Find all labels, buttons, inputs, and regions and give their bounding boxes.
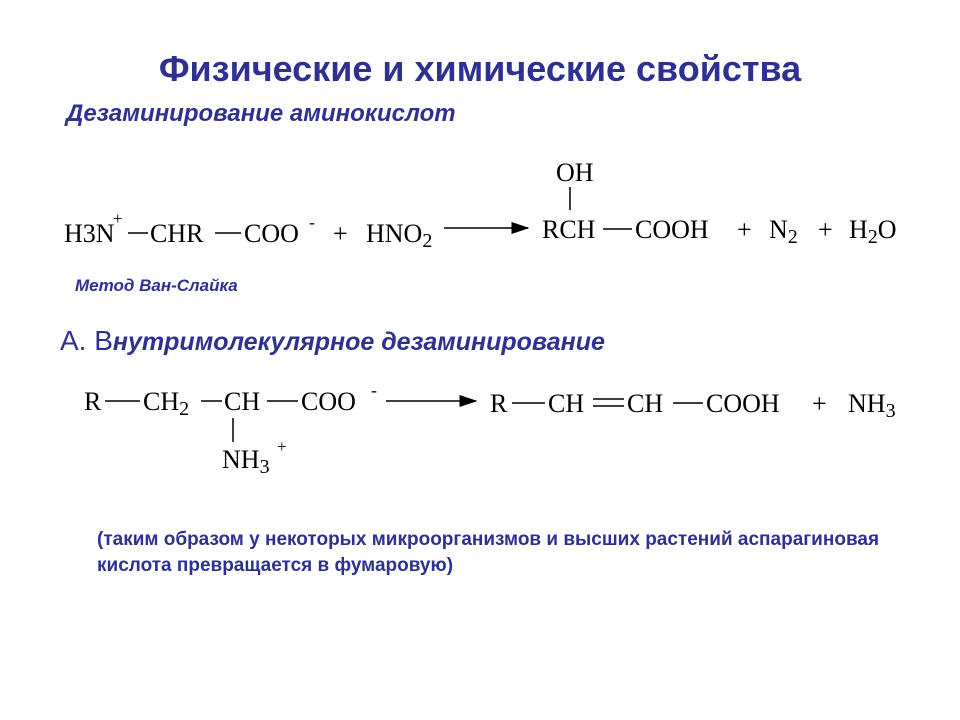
r2-p-ch2: CH — [627, 389, 664, 418]
r1-hno2 — [366, 219, 432, 252]
reaction-1 — [64, 158, 897, 252]
r1-h3n: H3N — [64, 219, 115, 248]
method-label: Метод Ван-Слайка — [75, 276, 238, 295]
r1-oh: OH — [556, 158, 594, 187]
note-text: (таким образом у некоторых микроорганизмов и высших растений аспарагиновая кислота превращается в фумаровую) — [97, 529, 880, 576]
r1-plus-1: + — [333, 219, 348, 248]
r1-hno: HNO — [366, 219, 423, 248]
r2-p-r: R — [490, 389, 508, 418]
r2-ch: CH — [224, 387, 261, 416]
r1-plus-2: + — [737, 215, 752, 244]
r2-coo: COO — [301, 387, 356, 416]
r2-minus-charge: - — [371, 380, 377, 400]
r1-hno2-sub: 2 — [422, 230, 433, 252]
r2-p-nh3: NH3 — [848, 389, 896, 422]
r1-h2o: H2O — [849, 215, 897, 248]
r1-rch: RCH — [542, 215, 596, 244]
r2-p-cooh: COOH — [706, 389, 780, 418]
r1-cooh: COOH — [635, 215, 709, 244]
slide-title: Физические и химические свойства — [158, 48, 802, 89]
r1-coo: COO — [244, 219, 299, 248]
r2-p-ch1: CH — [548, 389, 585, 418]
slide-subtitle: Дезаминирование аминокислот — [66, 100, 456, 127]
r1-chr: CHR — [150, 219, 204, 248]
r1-plus-charge: + — [113, 209, 123, 228]
r1-plus-3: + — [818, 215, 833, 244]
reaction-2 — [84, 380, 896, 478]
r2-ch2: CH2 — [143, 387, 190, 420]
r2-plus-charge: + — [277, 437, 287, 456]
section-prefix: А. В — [60, 325, 113, 356]
r1-n2: N2 — [769, 215, 798, 248]
r2-nh3: NH3 — [222, 445, 270, 478]
r2-r: R — [84, 387, 102, 416]
r2-plus: + — [812, 389, 827, 418]
r1-minus-charge: - — [309, 212, 315, 232]
section-heading-rest: нутримолекулярное дезаминирование — [112, 328, 605, 356]
